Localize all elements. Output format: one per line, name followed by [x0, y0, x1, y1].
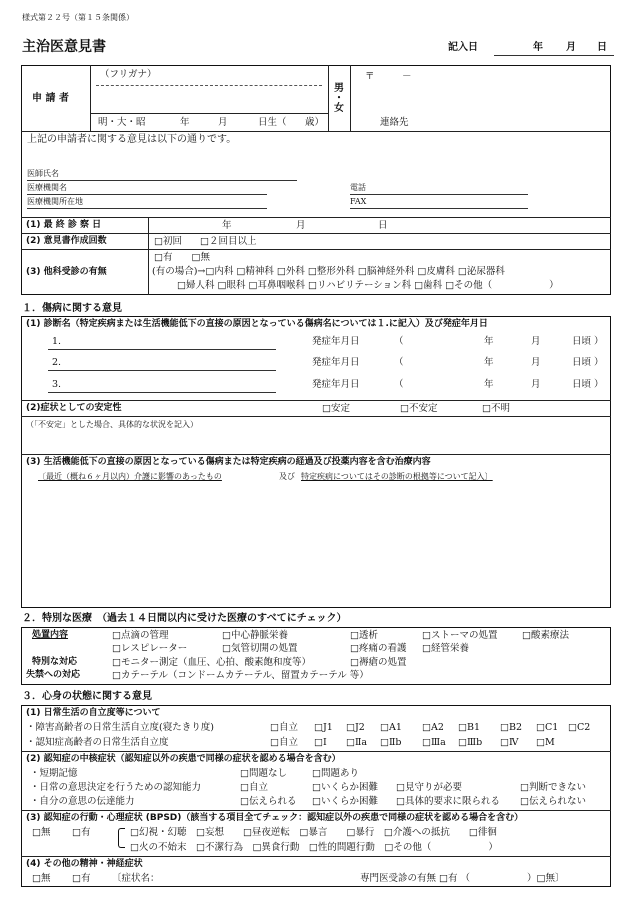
stability-label: (2)症状としての安定性 [26, 403, 122, 413]
section-2-title: ２．特別な医療 （過去１４日間以内に受けた医療のすべてにチェック） [22, 613, 347, 624]
diagnosis-number: 3. [52, 379, 62, 390]
report-count-label: (2) 意見書作成回数 [26, 236, 107, 246]
opt-3b[interactable]: □Ⅲb [458, 737, 483, 748]
date-month: 月 [566, 42, 576, 53]
independence-heading: (1) 日常生活の自立度等について [26, 708, 161, 718]
furigana-label: （フリガナ） [100, 69, 157, 80]
section-1-title: １．傷病に関する意見 [22, 303, 122, 314]
exam-year: 年 [222, 220, 232, 231]
bpsd-none-checkbox[interactable]: □無 [32, 827, 51, 838]
sex-female: 女 [334, 103, 344, 114]
doctor-name-label: 医師氏名 [27, 169, 59, 178]
opt-m[interactable]: □M [536, 737, 555, 748]
stable-checkbox[interactable]: □安定 [322, 403, 350, 414]
last-exam-label: (1) 最 終 診 察 日 [26, 220, 102, 230]
dialysis-checkbox[interactable]: □透析 [350, 630, 378, 641]
contact-label: 連絡先 [380, 117, 409, 128]
birth-day-label: 日生（ [258, 117, 287, 128]
catheter-checkbox[interactable]: □カテーテル（コンドームカテーテル、留置カテーテル 等） [112, 670, 369, 681]
unstable-checkbox[interactable]: □不安定 [400, 403, 438, 414]
specialist-visit[interactable]: 専門医受診の有無 □有 （ ）□無〕 [360, 873, 565, 884]
neuro-none-checkbox[interactable]: □無 [32, 873, 51, 884]
iv-checkbox[interactable]: □点滴の管理 [112, 630, 169, 641]
page-title: 主治医意見書 [22, 39, 106, 55]
onset-day: 日頃 ） [572, 379, 604, 390]
needs-watching-checkbox[interactable]: □見守りが必要 [396, 782, 462, 793]
opt-c1[interactable]: □C1 [536, 722, 559, 733]
onset-month: 月 [531, 357, 541, 368]
tel-label: 電話 [350, 183, 366, 192]
postal-dash: － [402, 71, 412, 82]
respirator-checkbox[interactable]: □レスピレーター [112, 643, 188, 654]
divider [21, 751, 611, 752]
first-time-checkbox[interactable]: □初回 [154, 236, 182, 247]
other-dept-list-1[interactable]: (有の場合)→□内科 □精神科 □外科 □整形外科 □脳神経外科 □皮膚科 □泌尿器科 [152, 266, 505, 277]
opt-j1[interactable]: □J1 [314, 722, 333, 733]
form-number: 様式第２２号（第１５条関係） [22, 13, 134, 22]
has-problem-checkbox[interactable]: □問題あり [312, 768, 359, 779]
opt-4[interactable]: □Ⅳ [500, 737, 519, 748]
onset-month: 月 [531, 336, 541, 347]
divider [148, 217, 149, 295]
treatment-note-and: 及び [279, 472, 295, 481]
birth-era: 明・大・昭 [98, 117, 146, 128]
birth-year-label: 年 [180, 117, 190, 128]
special-care-label: 特別な対応 [32, 657, 78, 667]
opt-jiritsu[interactable]: □自立 [270, 722, 298, 733]
opt-1[interactable]: □Ⅰ [314, 737, 327, 748]
neuro-yes-checkbox[interactable]: □有 [72, 873, 91, 884]
doctor-name-line [27, 180, 297, 181]
institution-address-label: 医療機関所在地 [27, 197, 83, 206]
tel-line [350, 194, 528, 195]
no-problem-checkbox[interactable]: □問題なし [240, 768, 287, 779]
decision-ability-label: ・日常の意思決定を行うための認知能力 [30, 782, 202, 793]
other-dept-list-2[interactable]: □婦人科 □眼科 □耳鼻咽喉科 □リハビリテーション科 □歯科 □その他（ ） [177, 280, 559, 291]
diagnosis-number: 2. [52, 357, 62, 368]
oxygen-checkbox[interactable]: □酸素療法 [522, 630, 569, 641]
institution-line [27, 194, 267, 195]
opt-3a[interactable]: □Ⅲa [422, 737, 446, 748]
date-underline [494, 55, 614, 56]
exam-month: 月 [296, 220, 306, 231]
opt-2b[interactable]: □Ⅱb [380, 737, 402, 748]
diagnosis-heading: (1) 診断名（特定疾病または生活機能低下の直接の原因となっている傷病名については１.に記入）及び発症年月日 [26, 319, 488, 329]
divider [90, 113, 328, 114]
opt-b2[interactable]: □B2 [500, 722, 523, 733]
divider [21, 131, 611, 132]
opt-2a[interactable]: □Ⅱa [346, 737, 368, 748]
date-year: 年 [533, 42, 543, 53]
independent-checkbox[interactable]: □自立 [240, 782, 268, 793]
some-difficulty-checkbox[interactable]: □いくらか困難 [312, 796, 378, 807]
fax-label: FAX [350, 197, 367, 206]
onset-month: 月 [531, 379, 541, 390]
date-label: 記入日 [448, 42, 478, 53]
sex-male: 男 [334, 83, 344, 94]
onset-day: 日頃 ） [572, 336, 604, 347]
furigana-line [96, 85, 322, 86]
symptom-name-label: 〔症状名： [112, 873, 160, 884]
other-dept-label: (3) 他科受診の有無 [26, 267, 107, 277]
address-line [27, 208, 267, 209]
section-3-title: ３．心身の状態に関する意見 [22, 691, 152, 702]
divider [21, 810, 611, 811]
exam-day: 日 [378, 220, 388, 231]
bpsd-yes-checkbox[interactable]: □有 [72, 827, 91, 838]
onset-year: 年 [484, 336, 494, 347]
institution-label: 医療機関名 [27, 183, 67, 192]
monitor-checkbox[interactable]: □モニター測定（血圧、心拍、酸素飽和度等） [112, 657, 311, 668]
bracket-icon [118, 828, 125, 848]
incontinence-label: 失禁への対応 [26, 670, 81, 680]
bedridden-degree-label: ・障害高齢者の日常生活自立度(寝たきり度) [26, 722, 214, 733]
divider [21, 454, 611, 455]
onset-label: 発症年月日 [312, 379, 360, 390]
onset-day: 日頃 ） [572, 357, 604, 368]
birth-month-label: 月 [218, 117, 228, 128]
short-memory-label: ・短期記憶 [30, 768, 78, 779]
stoma-checkbox[interactable]: □ストーマの処置 [422, 630, 498, 641]
date-day: 日 [597, 42, 607, 53]
diagnosis-number: 1. [52, 336, 62, 347]
opt-j2[interactable]: □J2 [346, 722, 365, 733]
bpsd-options-1[interactable]: □幻視・幻聴 □妄想 □昼夜逆転 □暴言 □暴行 □介護への抵抗 □徘徊 [130, 827, 497, 838]
divider [328, 65, 329, 131]
divider [21, 249, 611, 250]
dementia-degree-label: ・認知症高齢者の日常生活自立度 [26, 737, 169, 748]
divider [21, 233, 611, 234]
cannot-judge-checkbox[interactable]: □判断できない [520, 782, 586, 793]
divider [350, 65, 351, 131]
opt-a1[interactable]: □A1 [380, 722, 402, 733]
core-symptoms-heading: (2) 認知症の中核症状（認知症以外の疾患で同様の症状を認める場合を含む） [26, 754, 341, 764]
opt-jiritsu[interactable]: □自立 [270, 737, 298, 748]
pain-care-checkbox[interactable]: □疼痛の看護 [350, 643, 407, 654]
opt-c2[interactable]: □C2 [568, 722, 591, 733]
limited-request-checkbox[interactable]: □具体的要求に限られる [396, 796, 500, 807]
communication-label: ・自分の意思の伝達能力 [30, 796, 135, 807]
opt-b1[interactable]: □B1 [458, 722, 481, 733]
sex-dot: ・ [334, 93, 344, 104]
stability-note: （「不安定」とした場合、具体的な状況を記入） [26, 420, 198, 429]
divider [21, 217, 611, 218]
divider [21, 400, 611, 401]
onset-paren: （ [394, 379, 404, 390]
tube-feeding-checkbox[interactable]: □経管栄養 [422, 643, 469, 654]
onset-label: 発症年月日 [312, 336, 360, 347]
unknown-checkbox[interactable]: □不明 [482, 403, 510, 414]
diagnosis-line[interactable] [48, 370, 276, 371]
treatment-content-label: 処置内容 [32, 630, 69, 640]
intro-text: 上記の申請者に関する意見は以下の通りです。 [27, 134, 237, 145]
central-iv-checkbox[interactable]: □中心静脈栄養 [222, 630, 288, 641]
treatment-note-recent: 〔最近（概ね６ヶ月以内）介護に影響のあったもの [38, 472, 222, 481]
postal-mark: 〒 [365, 71, 375, 82]
bpsd-options-2[interactable]: □火の不始末 □不潔行為 □異食行動 □性的問題行動 □その他（ ） [130, 842, 498, 853]
opt-a2[interactable]: □A2 [422, 722, 444, 733]
onset-label: 発症年月日 [312, 357, 360, 368]
pressure-ulcer-checkbox[interactable]: □褥瘡の処置 [350, 657, 407, 668]
other-dept-yesno[interactable]: □有 □無 [154, 252, 210, 263]
treatment-heading: (3) 生活機能低下の直接の原因となっている傷病または特定疾病の経過及び投薬内容を含む治療内容 [26, 457, 431, 467]
onset-paren: （ [394, 336, 404, 347]
diagnosis-line[interactable] [48, 392, 276, 393]
divider [21, 856, 611, 857]
divider [90, 65, 91, 131]
second-time-checkbox[interactable]: □２回目以上 [200, 236, 257, 247]
some-difficulty-checkbox[interactable]: □いくらか困難 [312, 782, 378, 793]
applicant-label: 申 請 者 [32, 93, 69, 104]
tracheostomy-checkbox[interactable]: □気管切開の処置 [222, 643, 298, 654]
onset-year: 年 [484, 357, 494, 368]
cannot-convey-checkbox[interactable]: □伝えられない [520, 796, 586, 807]
age-label: 歳） [305, 117, 325, 128]
bpsd-heading: (3) 認知症の行動・心理症状 (BPSD)（該当する項目全てチェック：認知症以外の疾患で同様の症状を認める場合を含む） [26, 813, 524, 823]
diagnosis-line[interactable] [48, 349, 276, 350]
can-convey-checkbox[interactable]: □伝えられる [240, 796, 297, 807]
onset-paren: （ [394, 357, 404, 368]
other-neuro-heading: (4) その他の精神・神経症状 [26, 859, 143, 869]
fax-line [350, 208, 528, 209]
onset-year: 年 [484, 379, 494, 390]
treatment-note-basis: 特定疾病についてはその診断の根拠等について記入〕 [301, 472, 493, 481]
divider [21, 416, 611, 417]
